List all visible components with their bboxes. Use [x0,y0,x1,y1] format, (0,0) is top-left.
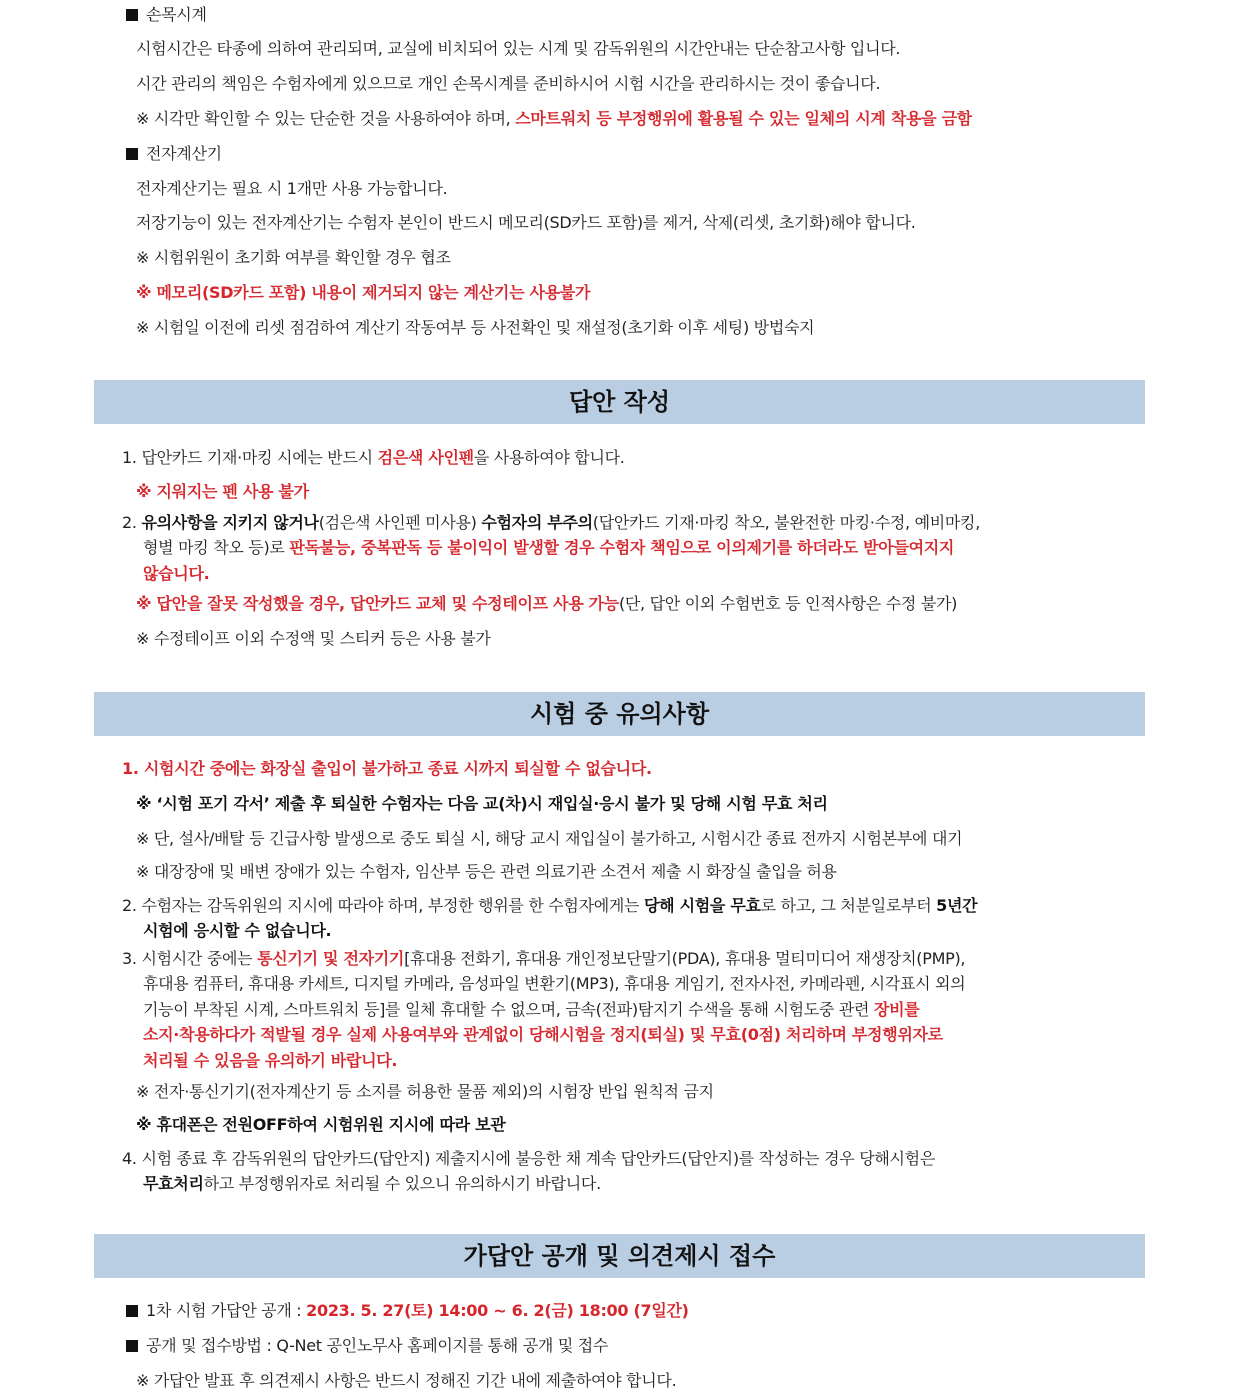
caution-item-2-line-2: 시험에 응시할 수 없습니다. [143,921,332,940]
provisional-note: ※ 가답안 발표 후 의견제시 사항은 반드시 정해진 기간 내에 제출하여야 합니다. [136,1371,677,1390]
section-heading-caution: 시험 중 유의사항 [94,692,1145,736]
answer-item-2: 2. 유의사항을 지키지 않거나(검은색 사인펜 미사용) 수험자의 부주의(답안카드 기재·마킹 착오, 불완전한 마킹·수정, 예비마킹, [122,513,980,532]
calculator-note-2: ※ 메모리(SD카드 포함) 내용이 제거되지 않는 계산기는 사용불가 [136,283,591,302]
clock-title: 손목시계 [126,4,207,26]
caution-item-3-line-5: 처리될 수 있음을 유의하기 바랍니다. [143,1051,398,1070]
provisional-schedule: 1차 시험 가답안 공개 : 2023. 5. 27(토) 14:00 ~ 6. 2(금) 18:00 (7일간) [126,1300,689,1322]
caution-item-1-note-3: ※ 대장장애 및 배변 장애가 있는 수험자, 임산부 등은 관련 의료기관 소견서 제출 시 화장실 출입을 허용 [136,862,837,881]
answer-item-1: 1. 답안카드 기재·마킹 시에는 반드시 검은색 사인펜을 사용하여야 합니다. [122,448,625,467]
caution-item-3-line-3: 기능이 부착된 시계, 스마트워치 등]를 일체 휴대할 수 없으며, 금속(전파)탐지기 수색을 통해 시험도중 관련 장비를 [143,1000,920,1019]
caution-item-3-note-2: ※ 휴대폰은 전원OFF하여 시험위원 지시에 따라 보관 [136,1115,506,1134]
caution-item-1: 1. 시험시간 중에는 화장실 출입이 불가하고 종료 시까지 퇴실할 수 없습니다. [122,759,652,778]
section-heading-answer: 답안 작성 [94,380,1145,424]
caution-item-3-line-4: 소지·착용하다가 적발될 경우 실제 사용여부와 관계없이 당해시험을 정지(퇴실) 및 무효(0점) 처리하며 부정행위자로 [143,1025,943,1044]
caution-item-2: 2. 수험자는 감독위원의 지시에 따라야 하며, 부정한 행위를 한 수험자에게는 당해 시험을 무효로 하고, 그 처분일로부터 5년간 [122,896,978,915]
clock-text-2: 시간 관리의 책임은 수험자에게 있으므로 개인 손목시계를 준비하시어 시험 시간을 관리하시는 것이 좋습니다. [136,74,881,93]
caution-item-1-note-2: ※ 단, 설사/배탈 등 긴급사항 발생으로 중도 퇴실 시, 해당 교시 재입실이 불가하고, 시험시간 종료 전까지 시험본부에 대기 [136,829,963,848]
square-bullet-icon [126,148,138,160]
square-bullet-icon [126,1340,138,1352]
calculator-note-1: ※ 시험위원이 초기화 여부를 확인할 경우 협조 [136,248,451,267]
clock-note: ※ 시각만 확인할 수 있는 단순한 것을 사용하여야 하며, 스마트워치 등 부정행위에 활용될 수 있는 일체의 시계 착용을 금함 [136,109,972,128]
clock-text-1: 시험시간은 타종에 의하여 관리되며, 교실에 비치되어 있는 시계 및 감독위원의 시간안내는 단순참고사항 입니다. [136,39,901,58]
answer-item-2-line-3: 않습니다. [143,564,210,583]
caution-item-3-line-2: 휴대용 컴퓨터, 휴대용 카세트, 디지털 카메라, 음성파일 변환기(MP3), 휴대용 게임기, 전자사전, 카메라펜, 시각표시 외의 [143,974,966,993]
square-bullet-icon [126,9,138,21]
answer-item-2-line-2: 형별 마킹 착오 등)로 판독불능, 중복판독 등 불이익이 발생할 경우 수험자 책임으로 이의제기를 하더라도 받아들여지지 [143,538,955,557]
calculator-title: 전자계산기 [126,143,222,165]
provisional-method: 공개 및 접수방법 : Q-Net 공인노무사 홈페이지를 통해 공개 및 접수 [126,1335,608,1357]
calculator-text-2: 저장기능이 있는 전자계산기는 수험자 본인이 반드시 메모리(SD카드 포함)를 제거, 삭제(리셋, 초기화)해야 합니다. [136,213,916,232]
answer-item-1-note: ※ 지워지는 펜 사용 불가 [136,482,309,501]
calculator-text-1: 전자계산기는 필요 시 1개만 사용 가능합니다. [136,179,448,198]
caution-item-4-line-2: 무효처리하고 부정행위자로 처리될 수 있으니 유의하시기 바랍니다. [143,1174,601,1193]
answer-note-1: ※ 답안을 잘못 작성했을 경우, 답안카드 교체 및 수정테이프 사용 가능(단, 답안 이외 수험번호 등 인적사항은 수정 불가) [136,594,958,613]
caution-item-3-note-1: ※ 전자·통신기기(전자계산기 등 소지를 허용한 물품 제외)의 시험장 반입 원칙적 금지 [136,1082,714,1101]
caution-item-4: 4. 시험 종료 후 감독위원의 답안카드(답안지) 제출지시에 불응한 채 계속 답안카드(답안지)를 작성하는 경우 당해시험은 [122,1149,935,1168]
caution-item-3: 3. 시험시간 중에는 통신기기 및 전자기기[휴대용 전화기, 휴대용 개인정보단말기(PDA), 휴대용 멀티미디어 재생장치(PMP), [122,949,966,968]
calculator-note-3: ※ 시험일 이전에 리셋 점검하여 계산기 작동여부 등 사전확인 및 재설정(초기화 이후 세팅) 방법숙지 [136,318,815,337]
answer-note-2: ※ 수정테이프 이외 수정액 및 스티커 등은 사용 불가 [136,629,491,648]
square-bullet-icon [126,1305,138,1317]
section-heading-provisional: 가답안 공개 및 의견제시 접수 [94,1234,1145,1278]
caution-item-1-note-1: ※ ‘시험 포기 각서’ 제출 후 퇴실한 수험자는 다음 교(차)시 재입실·응시 불가 및 당해 시험 무효 처리 [136,794,828,813]
